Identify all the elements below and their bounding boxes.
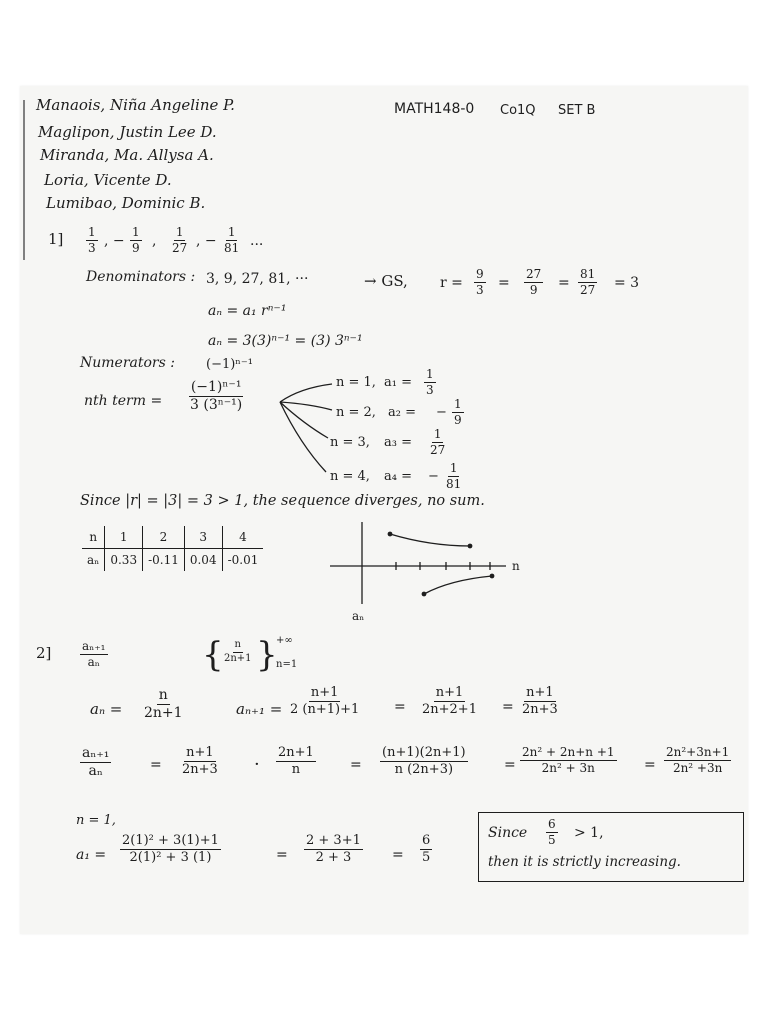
set-upper: +∞ — [276, 635, 293, 646]
set-label: SET B — [558, 103, 596, 118]
conclusion-gt: > 1, — [574, 825, 604, 841]
sequence-term-3: $\frac{1}{27}$ — [172, 225, 188, 255]
an1-simplified: $\frac{n+1}{2n+3}$ — [522, 685, 558, 717]
case-a1: a₁ = — [384, 375, 412, 390]
divergence-statement: Since |r| = |3| = 3 > 1, the sequence diverges, no sum. — [80, 493, 485, 509]
formula-specific: aₙ = 3(3)ⁿ⁻¹ = (3) 3ⁿ⁻¹ — [208, 333, 363, 349]
an1-label: aₙ₊₁ = — [236, 700, 283, 718]
an1-formula: $\frac{n+1}{2 (n+1)+1}$ — [290, 685, 360, 717]
ratio-step-5: $\frac{\text{2n² + 2n+n +1}}{\text{2n² + 3n}}$ — [522, 745, 615, 775]
conclusion-line-2: then it is strictly increasing. — [488, 854, 681, 870]
a1-step: $\frac{2 + 3+1}{2 + 3}$ — [306, 833, 361, 865]
table-cell: -0.01 — [222, 549, 263, 572]
denominators-list: 3, 9, 27, 81, ··· — [206, 271, 309, 287]
nth-term-label: nth term = — [84, 393, 163, 409]
ratio-value: = 3 — [614, 275, 640, 291]
equals: = — [276, 847, 288, 863]
case-a2-value: $\frac{1}{9}$ — [454, 397, 462, 427]
case-a2: a₂ = — [388, 405, 416, 420]
sequence-term-1: $\frac{1}{3}$ — [88, 225, 96, 255]
ratio-step-4: $\frac{(n+1)(2n+1)}{n (2n+3)}$ — [382, 745, 466, 777]
branch-lines — [280, 384, 332, 472]
sequence-ellipsis: ... — [250, 233, 264, 249]
sequence-term-2: $\frac{1}{9}$ — [132, 225, 140, 255]
set-term: $\frac{n}{2n+1}$ — [224, 639, 252, 664]
ratio-step-6: $\frac{\text{2n²+3n+1}}{\text{2n² +3n}}$ — [666, 745, 730, 775]
case-a3: a₃ = — [384, 435, 412, 450]
sequence-sep: , − — [104, 233, 125, 249]
equals: = — [498, 275, 510, 291]
table-cell: -0.11 — [143, 549, 185, 572]
table-cell: 0.04 — [184, 549, 222, 572]
equals: = — [502, 699, 514, 715]
case-n2: n = 2, — [336, 405, 376, 420]
gs-label: → GS, — [364, 272, 408, 290]
graph-y-label: aₙ — [352, 609, 365, 623]
graph-point — [388, 532, 393, 537]
case-a4-value: $\frac{1}{81}$ — [446, 461, 462, 491]
conclusion-fraction: $\frac{6}{5}$ — [548, 817, 556, 847]
set-brace-left: { — [202, 635, 224, 675]
graph-point — [490, 574, 495, 579]
an-formula: $\frac{n}{2n+1}$ — [144, 687, 183, 721]
equals: = — [504, 757, 516, 773]
graph-point — [468, 544, 473, 549]
case-a3-value: $\frac{1}{27}$ — [430, 427, 446, 457]
case-a1-value: $\frac{1}{3}$ — [426, 367, 434, 397]
student-name-3: Miranda, Ma. Allysa A. — [40, 146, 214, 164]
denominators-label: Denominators : — [86, 269, 196, 285]
ratio-test-expr: $\frac{\text{aₙ₊₁}}{\text{aₙ}}$ — [82, 639, 106, 669]
equals: = — [644, 757, 656, 773]
ratio-frac-2: $\frac{27}{9}$ — [526, 267, 542, 297]
ratio-step-2: $\frac{n+1}{2n+3}$ — [182, 745, 218, 777]
a1-result: $\frac{6}{5}$ — [422, 833, 431, 865]
equals: = — [392, 847, 404, 863]
conclusion-since: Since — [488, 825, 528, 841]
problem-1-number: 1] — [48, 230, 64, 248]
graph-point — [422, 592, 427, 597]
an-label: aₙ = — [90, 700, 123, 718]
student-name-1: Manaois, Niña Angeline P. — [36, 96, 235, 114]
lower-branch — [424, 576, 492, 594]
student-name-5: Lumibao, Dominic B. — [46, 194, 206, 212]
sequence-term-4: $\frac{1}{81}$ — [224, 225, 240, 255]
graph-x-label: n — [512, 559, 520, 573]
table-cell: 0.33 — [105, 549, 143, 572]
numerators-label: Numerators : — [80, 355, 175, 371]
ratio-frac-3: $\frac{81}{27}$ — [580, 267, 596, 297]
equals: = — [150, 757, 162, 773]
course-code: MATH148-0 — [394, 101, 475, 117]
set-brace-right: } — [256, 635, 278, 675]
case-a4: a₄ = — [384, 469, 412, 484]
case-a4-sign: − — [428, 469, 439, 484]
a1-label: a₁ = — [76, 847, 107, 863]
formula-general: aₙ = a₁ rⁿ⁻¹ — [208, 303, 287, 319]
n-equals-1: n = 1, — [76, 813, 116, 828]
student-name-4: Loria, Vicente D. — [44, 171, 172, 189]
a1-substitution: $\frac{\text{2(1)² + 3(1)+1}}{\text{2(1)² + 3 (1)}}$ — [122, 833, 219, 865]
table-cell: 4 — [222, 526, 263, 549]
ratio-frac-1: $\frac{9}{3}$ — [476, 267, 484, 297]
case-a2-sign: − — [436, 405, 447, 420]
sequence-sep: , — [152, 233, 157, 249]
case-n3: n = 3, — [330, 435, 370, 450]
nth-term-formula: $\frac{\text{(−1)ⁿ⁻¹}}{\text{3 (3ⁿ⁻¹)}}$ — [190, 379, 243, 413]
equals: = — [350, 757, 362, 773]
case-n4: n = 4, — [330, 469, 370, 484]
equals: = — [558, 275, 570, 291]
upper-branch — [390, 534, 470, 546]
table-cell: 1 — [105, 526, 143, 549]
student-name-2: Maglipon, Justin Lee D. — [38, 123, 217, 141]
multiply-dot: · — [254, 754, 260, 775]
table-header-n: n — [82, 526, 105, 549]
problem-2-number: 2] — [36, 644, 52, 662]
ratio-step-1: $\frac{\text{aₙ₊₁}}{\text{aₙ}}$ — [82, 745, 110, 779]
sequence-graph — [330, 522, 506, 604]
sequence-sep: , − — [196, 233, 217, 249]
an1-expanded: $\frac{n+1}{2n+2+1}$ — [422, 685, 477, 717]
ratio-step-3: $\frac{2n+1}{n}$ — [278, 745, 314, 777]
equals: = — [394, 699, 406, 715]
set-lower: n=1 — [276, 659, 298, 670]
ratio-r: r = — [440, 275, 463, 291]
table-cell: 2 — [143, 526, 185, 549]
case-n1: n = 1, — [336, 375, 376, 390]
quiz-code: Co1Q — [500, 103, 536, 118]
table-header-an: aₙ — [87, 553, 100, 567]
numerators-expr: (−1)ⁿ⁻¹ — [206, 357, 254, 372]
table-cell: 3 — [184, 526, 222, 549]
